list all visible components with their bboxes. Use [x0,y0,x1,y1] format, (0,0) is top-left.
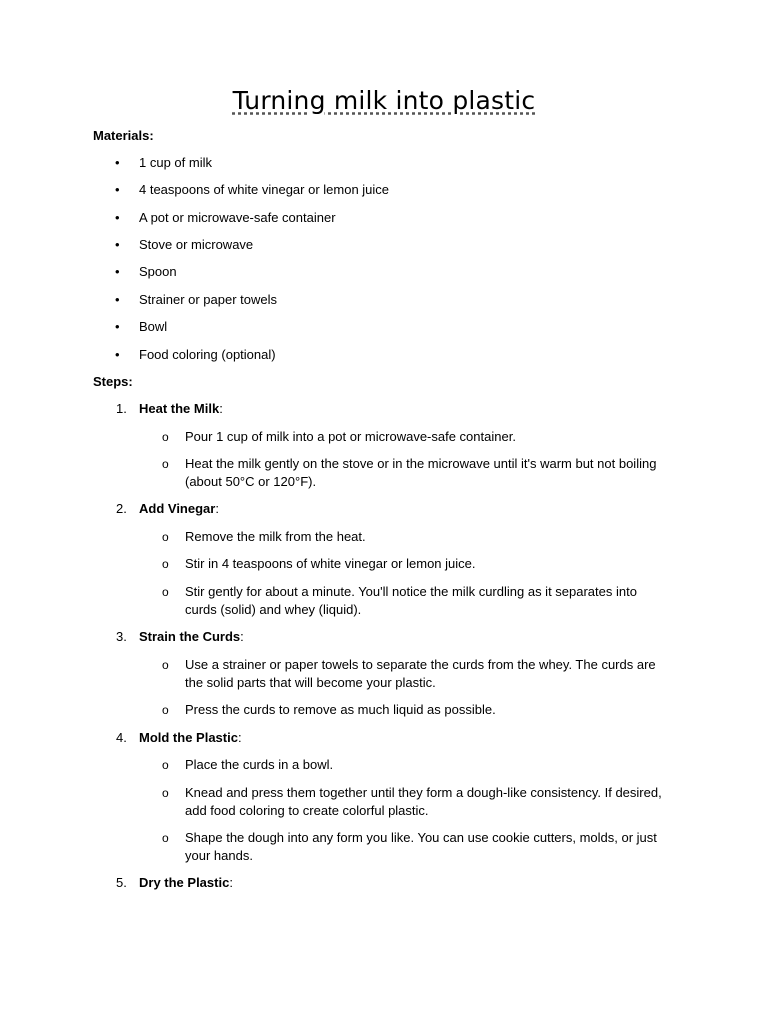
substep-marker: o [162,703,169,717]
list-bullet: • [115,237,120,252]
list-bullet: • [115,347,120,362]
substep-marker: o [162,658,169,672]
substep-marker: o [162,831,169,845]
substep-marker: o [162,786,169,800]
materials-heading: Materials: [93,128,154,143]
list-bullet: • [115,292,120,307]
step-title-text: Heat the Milk [139,401,220,416]
step-number: 2. [116,501,127,516]
list-bullet: • [115,264,120,279]
material-item: Stove or microwave [139,237,254,252]
step-title-suffix: : [240,629,244,644]
steps-heading: Steps: [93,374,133,389]
step-number: 5. [116,875,127,890]
step-title-text: Add Vinegar [139,501,216,516]
substep-text: Press the curds to remove as much liquid as possible. [185,702,496,717]
step-title [139,400,223,418]
list-bullet: • [115,182,120,197]
material-item: 1 cup of milk [139,155,212,170]
step-number: 3. [116,629,127,644]
substep-text: Heat the milk gently on the stove or in the microwave until it's warm but not boiling (about 50°C or 120°F). [185,456,657,489]
step-title-text: Strain the Curds [139,629,241,644]
substep-text: Place the curds in a bowl. [185,757,334,772]
material-item: Bowl [139,319,168,334]
substep-text: Remove the milk from the heat. [185,529,366,544]
step-number: 4. [116,730,127,745]
list-bullet: • [115,155,120,170]
substep-marker: o [162,430,169,444]
substep-text: Knead and press them together until they form a dough-like consistency. If desired, add food coloring to create colorful plastic. [185,785,662,818]
material-item: Spoon [139,264,177,279]
substep-text: Stir gently for about a minute. You'll notice the milk curdling as it separates into curds (solid) and whey (liquid). [185,584,637,617]
list-bullet: • [115,319,120,334]
substep-text: Shape the dough into any form you like. You can use cookie cutters, molds, or just your hands. [185,830,657,863]
step-number: 1. [116,401,127,416]
step-title-suffix: : [219,401,223,416]
step-title-suffix: : [237,730,242,745]
substep-marker: o [162,585,169,599]
document-title-text: Turning milk into plastic [232,86,536,115]
material-item: 4 teaspoons of white vinegar or lemon juice [139,182,390,197]
step-title-suffix: : [215,501,219,516]
step-title-suffix: : [229,875,233,890]
step-title [139,628,244,646]
step-title [139,729,242,747]
substep-marker: o [162,758,169,772]
substep-text: Stir in 4 teaspoons of white vinegar or lemon juice. [185,556,476,571]
substep-marker: o [162,557,169,571]
substep-marker: o [162,457,169,471]
material-item: A pot or microwave-safe container [139,210,336,225]
substep-text: Use a strainer or paper towels to separate the curds from the whey. The curds are the solid parts that will become your plastic. [185,657,656,690]
material-item: Strainer or paper towels [139,292,278,307]
step-title [139,874,233,892]
list-bullet: • [115,210,120,225]
substep-marker: o [162,530,169,544]
substep-text: Pour 1 cup of milk into a pot or microwave-safe container. [185,429,516,444]
step-title-text: Mold the Plastic [139,730,238,745]
step-title [139,500,219,518]
step-title-text: Dry the Plastic [139,875,230,890]
document-title [0,84,768,118]
material-item: Food coloring (optional) [139,347,276,362]
